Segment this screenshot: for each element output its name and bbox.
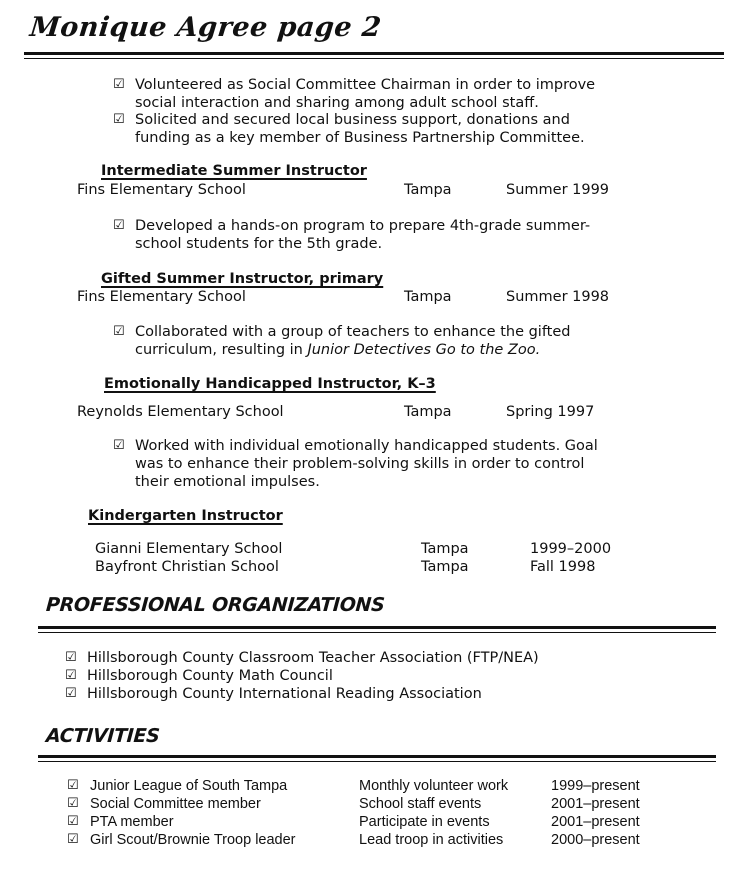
job-city: Tampa <box>404 289 452 305</box>
activity-role: PTA member <box>90 814 174 830</box>
intro-bullet-2-line-1: Solicited and secured local business support, donations and <box>135 112 570 128</box>
checkbox-icon: ☑ <box>65 686 77 701</box>
checkbox-icon: ☑ <box>65 668 77 683</box>
section-heading-activities: ACTIVITIES <box>45 725 161 747</box>
intro-bullet-2-line-2: funding as a key member of Business Partnership Committee. <box>135 130 585 146</box>
section-divider <box>38 755 716 762</box>
job-city: Tampa <box>421 541 469 557</box>
activity-period: 2001–present <box>551 796 640 812</box>
activity-period: 2001–present <box>551 814 640 830</box>
job-school: Gianni Elementary School <box>95 541 283 557</box>
job-date: Fall 1998 <box>530 559 596 575</box>
job-school: Fins Elementary School <box>77 289 246 305</box>
activity-detail: Participate in events <box>359 814 490 830</box>
activity-detail: Monthly volunteer work <box>359 778 509 794</box>
job-bullet-line: was to enhance their problem-solving skills in order to control <box>135 456 585 472</box>
intro-bullet-2 <box>135 111 585 147</box>
job-city: Tampa <box>421 559 469 575</box>
checkbox-icon: ☑ <box>113 218 125 233</box>
job-bullet <box>135 437 598 491</box>
job-city: Tampa <box>404 182 452 198</box>
section-heading-organizations: PROFESSIONAL ORGANIZATIONS <box>45 594 386 616</box>
job-school: Bayfront Christian School <box>95 559 279 575</box>
job-date: Summer 1999 <box>506 182 610 198</box>
checkbox-icon: ☑ <box>67 796 79 811</box>
job-date: Spring 1997 <box>506 404 595 420</box>
job-school: Fins Elementary School <box>77 182 246 198</box>
activity-period: 1999–present <box>551 778 640 794</box>
job-bullet-line: Worked with individual emotionally handicapped students. Goal <box>135 438 598 454</box>
book-title: Junior Detectives Go to the Zoo. <box>307 342 541 358</box>
job-bullet-line: Collaborated with a group of teachers to enhance the gifted <box>135 324 571 340</box>
job-date: Summer 1998 <box>506 289 610 305</box>
intro-bullet-full-text <box>0 0 1 1</box>
intro-bullet-1 <box>135 76 595 112</box>
activity-detail: School staff events <box>359 796 482 812</box>
organization-item: Hillsborough County International Reading Association <box>87 686 482 702</box>
job-title: Gifted Summer Instructor, primary <box>101 271 384 287</box>
job-bullet-line: their emotional impulses. <box>135 474 320 490</box>
activity-period: 2000–present <box>551 832 640 848</box>
job-school: Reynolds Elementary School <box>77 404 284 420</box>
job-title: Emotionally Handicapped Instructor, K–3 <box>104 376 436 392</box>
checkbox-icon: ☑ <box>67 832 79 847</box>
checkbox-icon: ☑ <box>67 814 79 829</box>
page-title: Monique Agree page 2 <box>28 12 383 43</box>
job-bullet-line <box>135 341 571 359</box>
section-divider <box>38 626 716 633</box>
organization-item: Hillsborough County Math Council <box>87 668 333 684</box>
activity-role: Social Committee member <box>90 796 261 812</box>
activity-role: Junior League of South Tampa <box>90 778 288 794</box>
checkbox-icon: ☑ <box>113 77 125 92</box>
job-bullet-line: Developed a hands-on program to prepare 4th-grade summer- <box>135 218 591 234</box>
checkbox-icon: ☑ <box>113 438 125 453</box>
job-title: Intermediate Summer Instructor <box>101 163 367 179</box>
intro-bullets-full <box>0 0 1 1</box>
job-bullet-line: school students for the 5th grade. <box>135 236 383 252</box>
activity-role: Girl Scout/Brownie Troop leader <box>90 832 296 848</box>
intro-bullet-1-line-2: social interaction and sharing among adult school staff. <box>135 95 539 111</box>
job-city: Tampa <box>404 404 452 420</box>
checkbox-icon: ☑ <box>113 112 125 127</box>
checkbox-icon: ☑ <box>65 650 77 665</box>
checkbox-icon: ☑ <box>113 324 125 339</box>
header-divider <box>24 52 724 59</box>
intro-bullet-1-line-1: Volunteered as Social Committee Chairman in order to improve <box>135 77 596 93</box>
organization-item: Hillsborough County Classroom Teacher Association (FTP/NEA) <box>87 650 539 666</box>
job-bullet <box>135 323 571 359</box>
activity-detail: Lead troop in activities <box>359 832 504 848</box>
job-date: 1999–2000 <box>530 541 612 557</box>
job-title: Kindergarten Instructor <box>88 508 283 524</box>
job-bullet-text: curriculum, resulting in <box>135 342 308 358</box>
checkbox-icon: ☑ <box>67 778 79 793</box>
job-bullet <box>135 217 590 253</box>
